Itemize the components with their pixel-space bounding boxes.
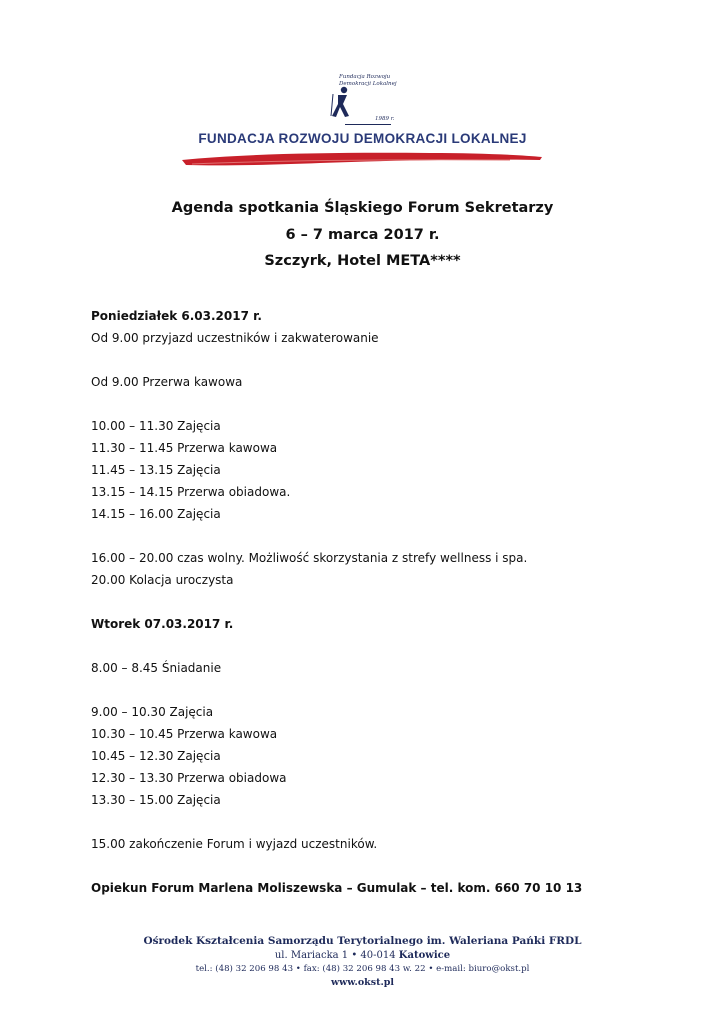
day2-item-session-3: 13.30 – 15.00 Zajęcia — [91, 793, 221, 807]
footer-org: Ośrodek Kształcenia Samorządu Terytorialnego im. Waleriana Pańki FRDL — [143, 935, 582, 947]
footer-street: ul. Mariacka 1 • 40-014 — [274, 950, 399, 961]
frdl-logo — [325, 72, 397, 130]
day1-item-session-3: 14.15 – 16.00 Zajęcia — [91, 507, 221, 521]
logo-underline — [345, 124, 391, 125]
footer-contact: tel.: (48) 32 206 98 43 • fax: (48) 32 206 98 43 w. 22 • e-mail: biuro@okst.pl — [195, 964, 530, 974]
day2-item-closing: 15.00 zakończenie Forum i wyjazd uczestników. — [91, 837, 378, 851]
day2-item-break: 10.30 – 10.45 Przerwa kawowa — [91, 727, 278, 741]
footer-city: Katowice — [398, 950, 451, 961]
agenda-dates: 6 – 7 marca 2017 r. — [285, 227, 440, 243]
agenda-title: Agenda spotkania Śląskiego Forum Sekretarzy — [171, 200, 554, 216]
walking-figure-icon — [329, 86, 355, 118]
day1-item-free-time: 16.00 – 20.00 czas wolny. Możliwość skorzystania z strefy wellness i spa. — [91, 551, 528, 565]
day1-item-lunch: 13.15 – 14.15 Przerwa obiadowa. — [91, 485, 291, 499]
footer-address — [0, 950, 725, 961]
logo-small-line-1: Fundacja Rozwoju — [339, 74, 391, 80]
day2-item-session-2: 10.45 – 12.30 Zajęcia — [91, 749, 221, 763]
day1-item-coffee: Od 9.00 Przerwa kawowa — [91, 375, 243, 389]
red-brush-stroke — [180, 148, 545, 170]
logo-year: 1989 r. — [375, 116, 395, 122]
day1-item-session-1: 10.00 – 11.30 Zajęcia — [91, 419, 221, 433]
day1-item-arrival: Od 9.00 przyjazd uczestników i zakwaterowanie — [91, 331, 379, 345]
logo-small-line-2: Demokracji Lokalnej — [339, 81, 397, 87]
day1-item-dinner: 20.00 Kolacja uroczysta — [91, 573, 234, 587]
day2-item-lunch: 12.30 – 13.30 Przerwa obiadowa — [91, 771, 287, 785]
day1-item-break-1: 11.30 – 11.45 Przerwa kawowa — [91, 441, 278, 455]
footer-website[interactable]: www.okst.pl — [330, 977, 395, 988]
day1-item-session-2: 11.45 – 13.15 Zajęcia — [91, 463, 221, 477]
day1-heading: Poniedziałek 6.03.2017 r. — [91, 309, 262, 323]
org-name: FUNDACJA ROZWOJU DEMOKRACJI LOKALNEJ — [198, 131, 527, 146]
day2-item-breakfast: 8.00 – 8.45 Śniadanie — [91, 661, 222, 675]
day2-item-session-1: 9.00 – 10.30 Zajęcia — [91, 705, 214, 719]
day2-heading: Wtorek 07.03.2017 r. — [91, 617, 234, 631]
agenda-location: Szczyrk, Hotel META**** — [264, 253, 461, 269]
forum-contact: Opiekun Forum Marlena Moliszewska – Gumulak – tel. kom. 660 70 10 13 — [91, 881, 583, 895]
